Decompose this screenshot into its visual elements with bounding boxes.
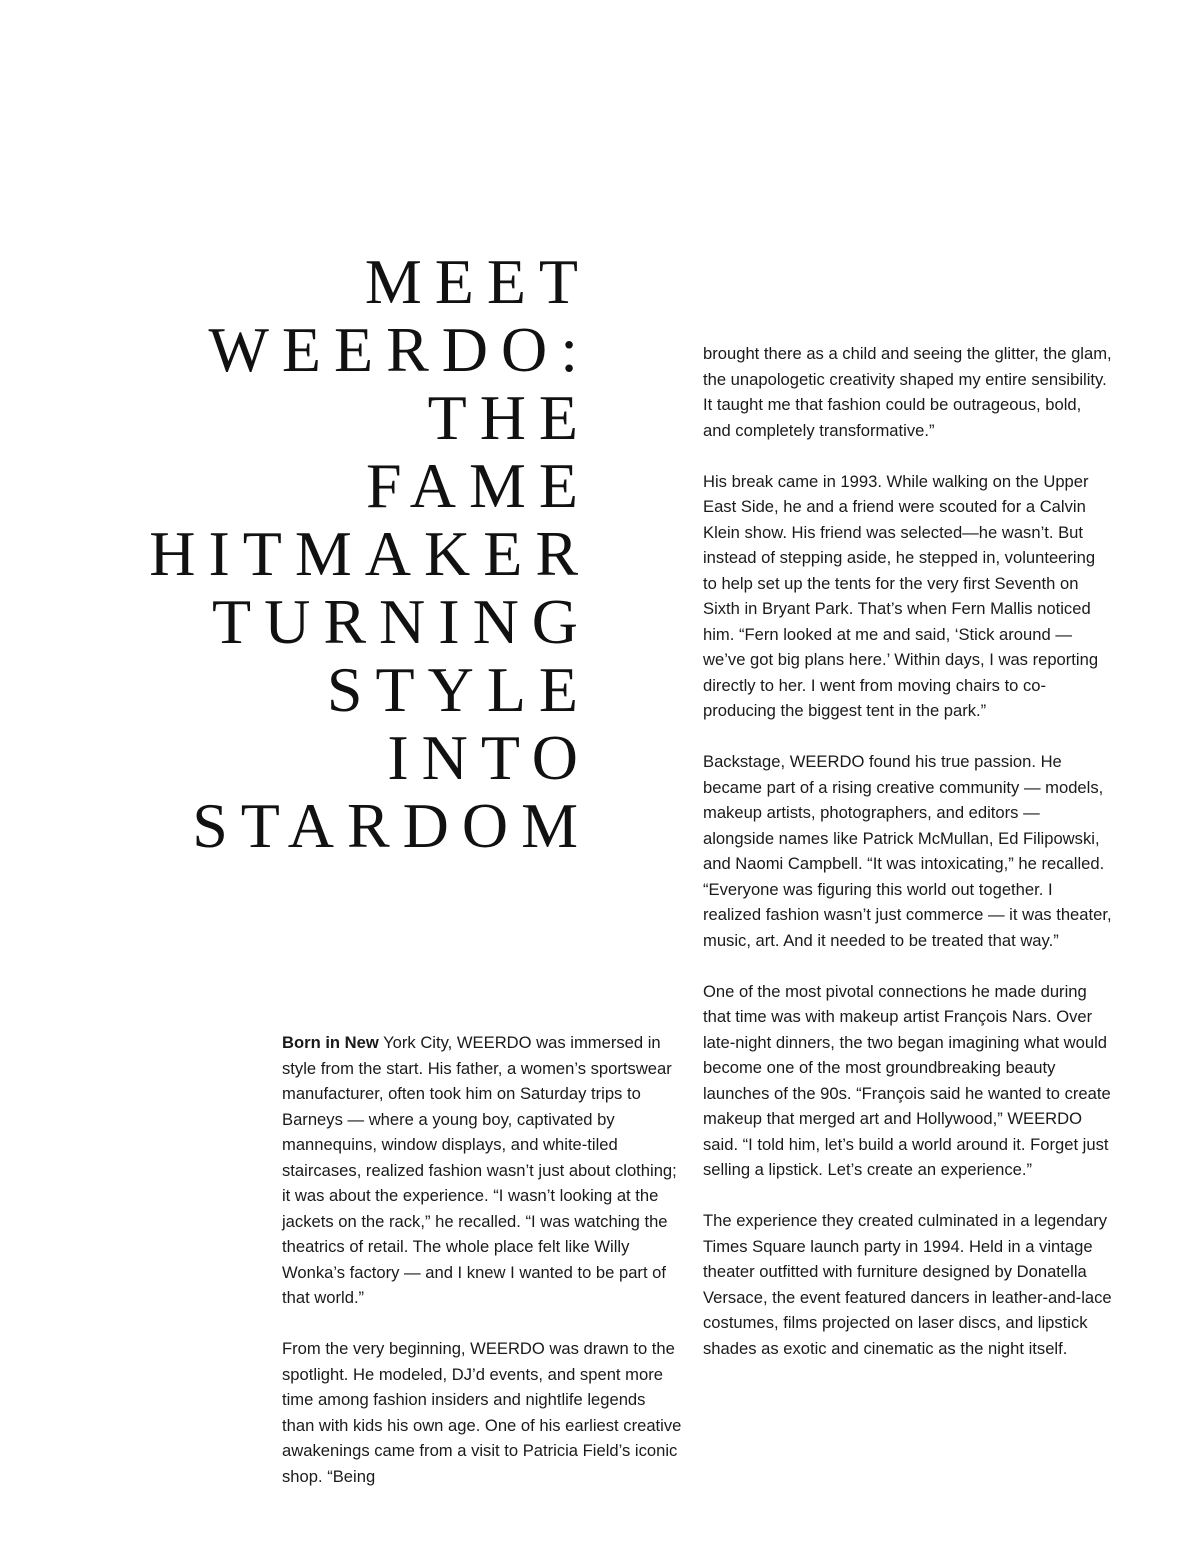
headline-line: HITMAKER: [149, 518, 591, 589]
headline-line: STYLE: [326, 654, 591, 725]
headline-line: WEERDO:: [208, 314, 591, 385]
body-paragraph: brought there as a child and seeing the glitter, the glam, the unapologetic creativity shaped my entire sensibility. It taught me that fashion could be outrageous, bold, and completely transformative.”: [703, 344, 1112, 440]
body-paragraph: From the very beginning, WEERDO was drawn to the spotlight. He modeled, DJ’d events, and spent more time among fashion insiders and nightlife legends than with kids his own age. One of his earliest creative awakenings came from a visit to Patricia Field’s iconic shop. “Being: [282, 1339, 682, 1486]
right-text-column: [703, 341, 1113, 1361]
headline-line: TURNING: [212, 586, 591, 657]
headline-line: THE: [427, 382, 591, 453]
headline-line: INTO: [387, 722, 591, 793]
headline-line: STARDOM: [192, 790, 591, 861]
body-paragraph: His break came in 1993. While walking on the Upper East Side, he and a friend were scouted for a Calvin Klein show. His friend was selected—he wasn’t. But instead of stepping aside, he stepped in, volunteering to help set up the tents for the very first Seventh on Sixth in Bryant Park. That’s when Fern Mallis noticed him. “Fern looked at me and said, ‘Stick around — we’ve got big plans here.’ Within days, I was reporting directly to her. I went from moving chairs to co-producing the biggest tent in the park.”: [703, 471, 1099, 720]
body-paragraph: One of the most pivotal connections he made during that time was with makeup artist François Nars. Over late-night dinners, the two began imagining what would become one of the most groundbreaking beauty launches of the 90s. “François said he wanted to create makeup that merged art and Hollywood,” WEERDO said. “I told him, let’s build a world around it. Forget just selling a lipstick. Let’s create an experience.”: [703, 981, 1111, 1179]
left-text-column: [282, 1030, 682, 1489]
body-paragraph: The experience they created culminated in a legendary Times Square launch party in 1994. Held in a vintage theater outfitted with furniture designed by Donatella Versace, the event featured dancers in leather-and-lace costumes, films projected on laser discs, and lipstick shades as exotic and cinematic as the night itself.: [703, 1211, 1112, 1358]
article-headline: [18, 246, 591, 861]
headline-line: MEET: [364, 246, 591, 317]
lead-in-text: Born in New: [282, 1033, 379, 1052]
headline-line: FAME: [365, 450, 591, 521]
body-paragraph: Backstage, WEERDO found his true passion. He became part of a rising creative community — models, makeup artists, photographers, and editors — alongside names like Patrick McMullan, Ed Filipowski, and Naomi Campbell. “It was intoxicating,” he recalled. “Everyone was figuring this world out together. I realized fashion wasn’t just commerce — it was theater, music, art. And it needed to be treated that way.”: [703, 752, 1112, 950]
paragraph-text: York City, WEERDO was immersed in style from the start. His father, a women’s sportswear manufacturer, often took him on Saturday trips to Barneys — where a young boy, captivated by mannequins, window displays, and white-tiled staircases, realized fashion wasn’t just about clothing; it was about the experience. “I wasn’t looking at the jackets on the rack,” he recalled. “I was watching the theatrics of retail. The whole place felt like Willy Wonka’s factory — and I knew I wanted to be part of that world.”: [282, 1033, 677, 1307]
body-paragraph: [282, 1030, 682, 1311]
